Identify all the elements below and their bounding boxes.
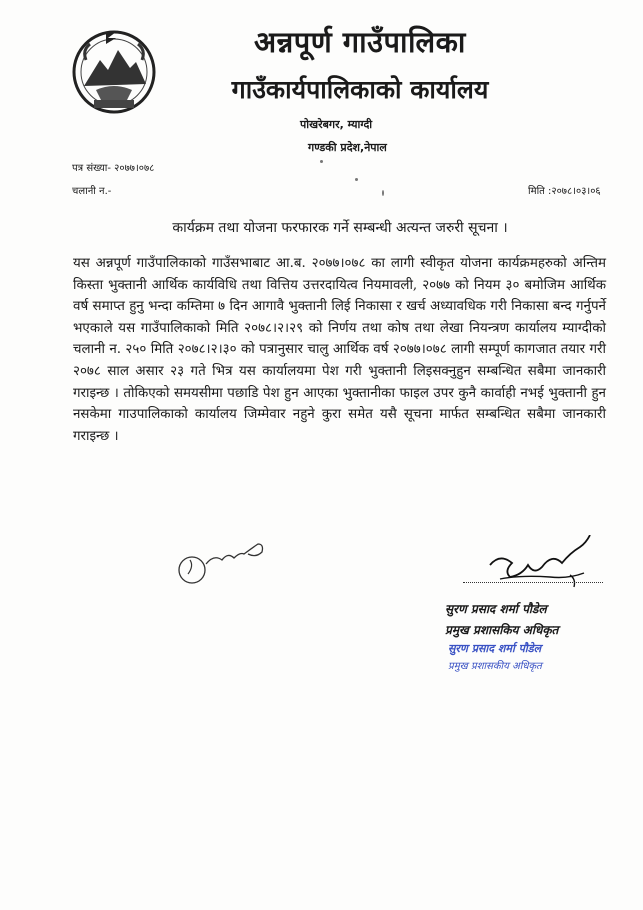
ink-speck xyxy=(320,160,323,163)
letter-date: मिति :२०७८।०३।०६ xyxy=(528,186,601,197)
notice-subject: कार्यक्रम तथा योजना फरफारक गर्ने सम्बन्धी अत्यन्त जरुरी सूचना । xyxy=(172,220,508,236)
notice-body: यस अन्नपूर्ण गाउँपालिकाको गाउँसभाबाट आ.ब. २०७७।०७८ का लागी स्वीकृत योजना कार्यक्रमहरुको अन्तिम किस्ता भुक्तानी आर्थिक कार्यविधि तथा वित्तिय उत्तरदायित्व नियमावली, २०७७ को नियम ३० बमोजिम आर्थिक वर्ष समाप्त हुनु भन्दा कम्तिमा ७ दिन आगावै भुक्तानी लिई निकासा र खर्च अध्यावधिक गरी निकासा बन्द गर्नुपर्ने भएकाले यस गाउँपालिकाको मिति २०७८।२।२९ को निर्णय तथा कोष तथा लेखा नियन्त्रण कार्यालय म्याग्दीको चलानी न. २५० मिति २०७८।२।३० को पत्रानुसार चालु आर्थिक वर्ष २०७७।०७८ लागी सम्पूर्ण कागजात तयार गरी २०७८ साल असार २३ गते भित्र यस कार्यालयमा पेश गरी भुक्तानी लिइसक्नुहुन सम्बन्धित सबैमा जानकारी गराइन्छ । तोकिएको समयसीमा पछाडि पेश हुन आएका भुक्तानीका फाइल उपर कुनै कार्वाही नभई भुक्तानी हुन नसकेमा गाउपालिकाको कार्यालय जिम्मेवार नहुने कुरा समेत यसै सूचना मार्फत सम्बन्धित सबैमा जानकारी गराइन्छ । xyxy=(73,256,606,444)
signature xyxy=(470,535,610,595)
signatory-title: प्रमुख प्रशासकिय अधिकृत xyxy=(445,623,559,637)
signatory-name: सुरण प्रसाद शर्मा पौडेल xyxy=(445,602,547,616)
nepal-emblem-logo xyxy=(66,20,162,116)
reference-number: पत्र संख्या- २०७७।०७८ xyxy=(72,163,155,174)
stamp-title: प्रमुख प्रशासकीय अधिकृत xyxy=(448,661,542,672)
office-title: गाउँकार्यपालिकाको कार्यालय xyxy=(231,75,489,104)
address-line-1: पोखरेबगर, म्याग्दी xyxy=(300,118,373,131)
address-line-2: गण्डकी प्रदेश,नेपाल xyxy=(308,141,387,154)
dispatch-number: चलानी न.- xyxy=(72,186,112,197)
municipality-title: अन्नपूर्ण गाउँपालिका xyxy=(254,25,466,59)
signature-line xyxy=(463,582,603,583)
handwritten-mark-stamp xyxy=(170,530,280,590)
ink-speck xyxy=(382,190,384,196)
stamp-name: सुरण प्रसाद शर्मा पौडेल xyxy=(448,642,542,655)
ink-speck xyxy=(355,178,358,181)
